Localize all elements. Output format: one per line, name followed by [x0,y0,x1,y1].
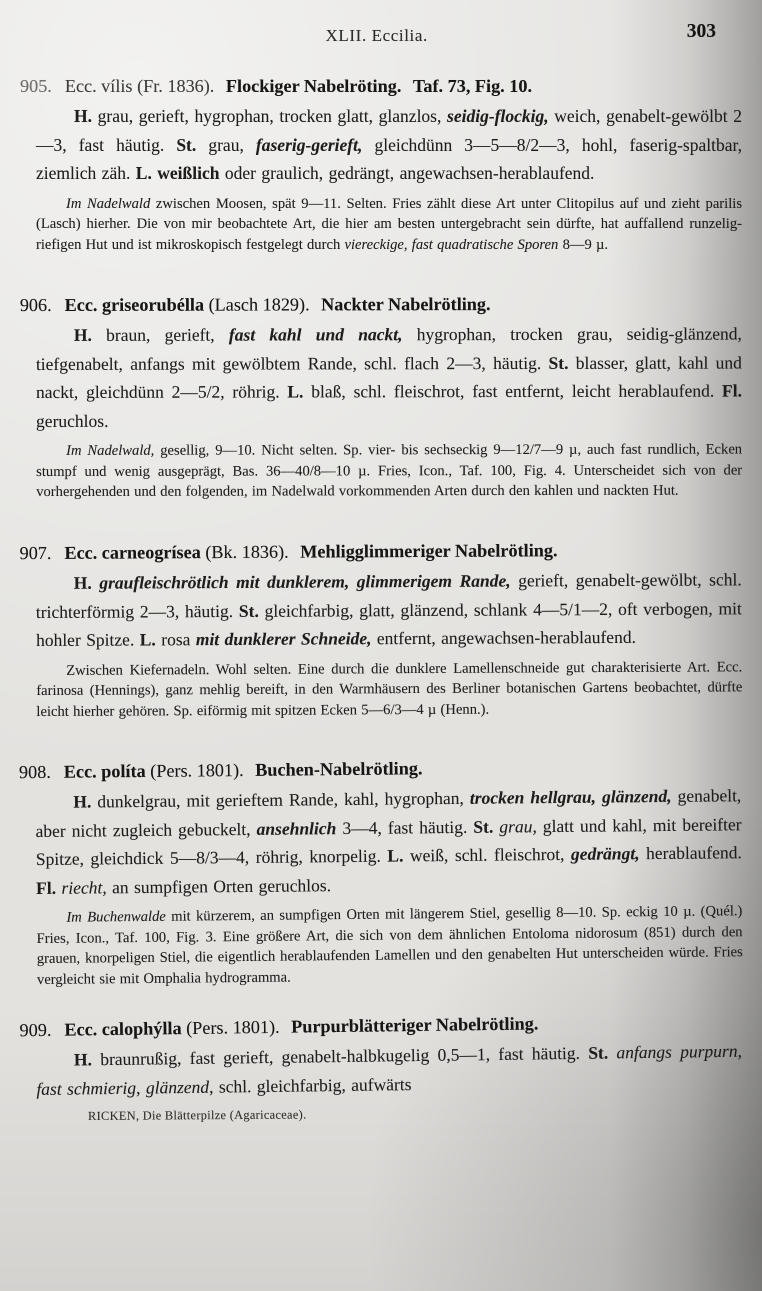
chapter-title: XLII. Eccilia. [325,26,428,45]
habitat-note: Im Buchenwalde mit kürzerem, an sumpfigen Orten mit längerem Stiel, gesellig 8—10. Sp. eckig 10 µ. (Quél.) Fries, Icon., Taf. 100, Fig. 3. Eine größere Art, die sich von dem ähnlichen Entoloma nidorosum (851) durch den grauen, knorpeligen Stiel, die eigentlich herablaufenden Lamellen und den genabelten Hut unterscheiden würde. Fries vergleicht sie mit Omphalia hydrogramma. [36,902,743,987]
entry-number: 905. [20,76,52,96]
page-number: 303 [686,21,716,42]
habitat-note: Im Nadelwald zwischen Moosen, spät 9—11. Selten. Fries zählt diese Art unter Clitopilus auf und zieht parilis (Lasch) hierher. Die von mir beobachtete Art, die hier am besten untergebracht sein dürfte, hat auffallend runzelig-riefigen Hut und ist mikroskopisch festgelegt durch viereckige, fast quadratische Sporen 8—9 µ. [36,195,743,253]
entry-number: 909. [19,1019,52,1040]
species-authority: (Pers. 1801). [186,1016,280,1038]
entry-heading [18,755,741,783]
entry-908 [18,755,743,990]
species-authority: (Bk. 1836). [205,541,289,562]
species-name: Ecc. políta [63,760,146,782]
species-authority: (Lasch 1829). [208,294,310,315]
entry-906 [19,294,743,503]
entry-number: 906. [19,294,52,316]
species-description: H. braunrußig, fast gerieft, genabelt-halbkugelig 0,5—1, fast häutig. St. anfangs purpurn, fast schmierig, glänzend, schl. gleichfarbig, aufwärts [36,1040,743,1098]
habitat-note: Im Nadelwald, gesellig, 9—10. Nicht selten. Sp. vier- bis sechseckig 9—12/7—9 µ, auch fast rundlich, Ecken stumpf und wenig ausgeprägt, Bas. 36—40/8—10 µ. Fries, Icon., Taf. 100, Fig. 4. Unterscheidet sich von der vorhergehenden und den folgenden, im Nadelwald vorkommenden Arten durch den kahlen und nackten Hut. [36,441,743,500]
species-description: H. graufleischrötlich mit dunklerem, glimmerigem Rande, gerieft, genabelt-gewölbt, schl. trichterförmig 2—3, häutig. St. gleichfarbig, glatt, glänzend, schlank 4—5/1—2, oft verbogen, mit hohler Spitze. L. rosa mit dunklerer Schneide, entfernt, angewachsen-herablaufend. [35,568,742,650]
species-description: H. grau, gerieft, hygrophan, trocken glatt, glanzlos, seidig-flockig, weich, genabelt-gewölbt 2—3, fast häutig. St. grau, faserig-gerieft, gleichdünn 3—5—8/2—3, hohl, faserig-spaltbar, ziemlich zäh. L. weißlich oder graulich, gedrängt, angewachsen-herablaufend. [36,106,742,183]
running-title-footer: RICKEN, Die Blätterpilze (Agaricaceae). [87,1106,307,1123]
species-description: H. dunkelgrau, mit gerieftem Rande, kahl, hygrophan, trocken hellgrau, glänzend, genabelt, aber nicht zugleich gebuckelt, ansehnlich 3—4, fast häutig. St. grau, glatt und kahl, mit bereifter Spitze, gleichdick 5—8/3—4, röhrig, knorpelig. L. weiß, schl. fleischrot, gedrängt, herablaufend. Fl. riecht, an sumpfigen Orten geruchlos. [35,784,742,897]
entry-905 [20,76,743,255]
species-name: Ecc. carneogrísea [64,541,201,563]
species-authority: (Fr. 1836). [137,76,215,96]
entry-909 [19,1010,743,1102]
page-header [36,21,742,52]
habitat-note: Zwischen Kiefernadeln. Wohl selten. Eine durch die dunklere Lamellenschneide gut charakterisierte Art. Ecc. farinosa (Hennings), ganz mehlig bereift, in den Warmhäusern des Berliner botanischen Gartens beobachtet, dürfte leicht hierher gehören. Sp. eiförmig mit spitzen Ecken 5—6/3—4 µ (Henn.). [36,658,743,719]
plate-reference: Taf. 73, Fig. 10. [412,76,532,96]
species-name: Ecc. vílis [64,76,133,96]
common-name: Buchen-Nabelrötling. [255,757,423,780]
common-name: Mehligglimmeriger Nabelrötling. [300,539,558,562]
entry-number: 908. [18,761,51,782]
entry-heading [19,1010,741,1040]
species-name: Ecc. griseorubélla [64,294,205,315]
species-authority: (Pers. 1801). [150,759,244,781]
species-name: Ecc. calophýlla [64,1017,182,1040]
entry-heading [20,76,742,97]
species-description: H. braun, gerieft, fast kahl und nackt, hygrophan, trocken grau, seidig-glänzend, tiefgenabelt, anfangs mit gewölbtem Rande, schl. flach 2—3, häutig. St. blasser, glatt, kahl und nackt, gleichdünn 2—5/2, röhrig. L. blaß, schl. fleischrot, fast entfernt, leicht herablaufend. Fl. geruchlos. [35,323,743,431]
common-name: Flockiger Nabelröting. [225,76,402,96]
entry-heading [19,294,742,316]
common-name: Nackter Nabelrötling. [321,294,491,315]
entry-number: 907. [19,542,52,563]
entry-907 [19,539,743,722]
common-name: Purpurblätteriger Nabelrötling. [291,1012,539,1037]
entry-heading [19,539,742,564]
